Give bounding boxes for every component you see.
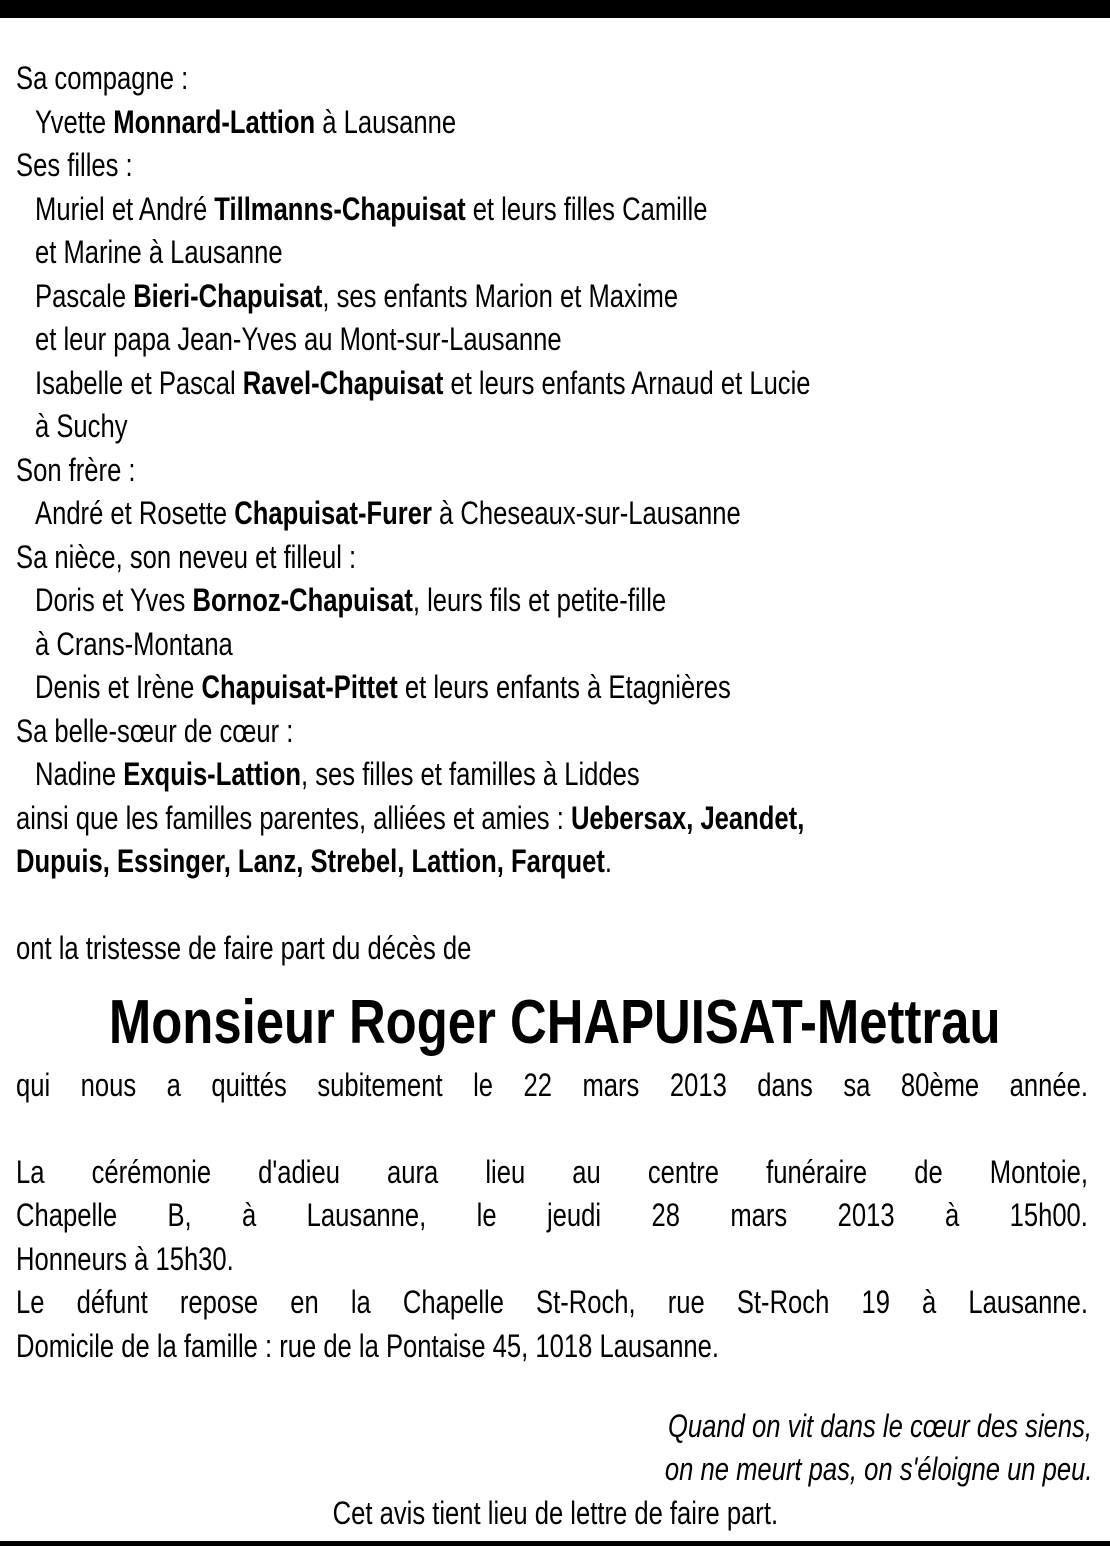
word: mars — [582, 1067, 640, 1103]
word: 80ème — [900, 1067, 980, 1103]
word: le — [476, 1197, 497, 1233]
word: St-Roch, — [536, 1284, 636, 1320]
top-border — [0, 0, 1110, 18]
word: La — [16, 1154, 45, 1190]
compagne-entry — [35, 101, 456, 144]
word: 15h00. — [1009, 1197, 1088, 1233]
text: Nadine — [35, 756, 124, 792]
text: André et Rosette — [35, 495, 235, 531]
allies-line2 — [16, 840, 612, 883]
word: sa — [843, 1067, 871, 1103]
word: d'adieu — [258, 1154, 340, 1190]
text: , ses filles et familles à Liddes — [301, 756, 640, 792]
family-name: Ravel-Chapuisat — [242, 365, 444, 401]
word: à — [242, 1197, 257, 1233]
word: 22 — [523, 1067, 552, 1103]
family-name: Exquis-Lattion — [123, 756, 302, 792]
word: jeudi — [546, 1197, 602, 1233]
family-name: Chapuisat-Furer — [234, 495, 432, 531]
ceremony-line5: Domicile de la famille : rue de la Pontaise 45, 1018 Lausanne. — [16, 1328, 720, 1364]
word: de — [914, 1154, 943, 1190]
word: la — [350, 1284, 371, 1320]
ceremony-line3: Honneurs à 15h30. — [16, 1241, 234, 1277]
word: défunt — [76, 1284, 148, 1320]
word: qui — [16, 1067, 51, 1103]
word: lieu — [485, 1154, 526, 1190]
niece-label: Sa nièce, son neveu et filleul : — [16, 539, 357, 575]
word: au — [572, 1154, 601, 1190]
fille3-cont: à Suchy — [35, 408, 128, 444]
word: le — [473, 1067, 493, 1103]
word: quittés — [211, 1067, 287, 1103]
word: B, — [167, 1197, 192, 1233]
word: cérémonie — [91, 1154, 212, 1190]
announcement: ont la tristesse de faire part du décès de — [16, 930, 472, 966]
bottom-border — [0, 1541, 1110, 1546]
word: Le — [16, 1284, 45, 1320]
text: ainsi que les familles parentes, alliées et amies : — [16, 800, 571, 836]
frere-label: Son frère : — [16, 452, 136, 488]
fille1-cont: et Marine à Lausanne — [35, 234, 283, 270]
compagne-label: Sa compagne : — [16, 60, 189, 96]
word: 19 — [861, 1284, 890, 1320]
text: , ses enfants Marion et Maxime — [322, 278, 679, 314]
fille3-entry — [35, 362, 811, 405]
text: Pascale — [35, 278, 134, 314]
niece-entry — [35, 579, 666, 622]
text: . — [604, 843, 612, 879]
text: Isabelle et Pascal — [35, 365, 243, 401]
allies-line1 — [16, 797, 804, 840]
neveu-entry — [35, 666, 731, 709]
family-names: Dupuis, Essinger, Lanz, Strebel, Lattion, Farquet — [16, 843, 605, 879]
text: à Lausanne — [315, 104, 457, 140]
word: aura — [387, 1154, 439, 1190]
word: dans — [757, 1067, 813, 1103]
quote-line1: Quand on vit dans le cœur des siens, — [667, 1408, 1092, 1444]
family-name: Bieri-Chapuisat — [133, 278, 323, 314]
word: Lausanne. — [968, 1284, 1088, 1320]
word: Lausanne, — [306, 1197, 427, 1233]
word: centre — [647, 1154, 719, 1190]
text: Denis et Irène — [35, 669, 202, 705]
bellesoeur-label: Sa belle-sœur de cœur : — [16, 713, 294, 749]
text: Doris et Yves — [35, 582, 193, 618]
fille2-entry — [35, 275, 678, 318]
text: à Cheseaux-sur-Lausanne — [431, 495, 741, 531]
deceased-name — [0, 988, 1110, 1058]
word: subitement — [317, 1067, 443, 1103]
footer-note — [0, 1492, 1110, 1535]
death-line — [16, 1064, 1088, 1107]
word: rue — [667, 1284, 705, 1320]
word: St-Roch — [736, 1284, 830, 1320]
family-name: Monnard-Lattion — [113, 104, 316, 140]
deceased-name-text: Monsieur Roger CHAPUISAT-Mettrau — [109, 988, 1001, 1057]
family-name: Tillmanns-Chapuisat — [214, 191, 466, 227]
word: repose — [179, 1284, 259, 1320]
text: et leurs filles Camille — [465, 191, 708, 227]
word: mars — [730, 1197, 788, 1233]
word: à — [922, 1284, 937, 1320]
family-names: Uebersax, Jeandet, — [570, 800, 805, 836]
word: 2013 — [837, 1197, 895, 1233]
frere-entry — [35, 492, 741, 535]
word: Chapelle — [402, 1284, 504, 1320]
word: en — [290, 1284, 319, 1320]
text: Muriel et André — [35, 191, 215, 227]
ceremony-line2 — [16, 1194, 1088, 1237]
word: funéraire — [766, 1154, 868, 1190]
ceremony-line1 — [16, 1151, 1088, 1194]
fille1-entry — [35, 188, 707, 231]
niece-cont: à Crans-Montana — [35, 626, 233, 662]
ceremony-line4 — [16, 1281, 1088, 1324]
word: Montoie, — [989, 1154, 1088, 1190]
word: 28 — [651, 1197, 680, 1233]
word: année. — [1009, 1067, 1088, 1103]
family-name: Chapuisat-Pittet — [201, 669, 398, 705]
text: et leurs enfants Arnaud et Lucie — [443, 365, 811, 401]
filles-label: Ses filles : — [16, 147, 133, 183]
bellesoeur-entry — [35, 753, 640, 796]
fille2-cont: et leur papa Jean-Yves au Mont-sur-Lausanne — [35, 321, 562, 357]
family-name: Bornoz-Chapuisat — [192, 582, 413, 618]
footer-text: Cet avis tient lieu de lettre de faire part. — [332, 1495, 778, 1531]
text: et leurs enfants à Etagnières — [397, 669, 731, 705]
text: Yvette — [35, 104, 114, 140]
text: , leurs fils et petite-fille — [412, 582, 667, 618]
word: à — [944, 1197, 960, 1233]
word: nous — [80, 1067, 137, 1103]
word: a — [166, 1067, 181, 1103]
word: 2013 — [669, 1067, 727, 1103]
word: Chapelle — [16, 1197, 118, 1233]
quote-line2: on ne meurt pas, on s'éloigne un peu. — [664, 1451, 1092, 1487]
